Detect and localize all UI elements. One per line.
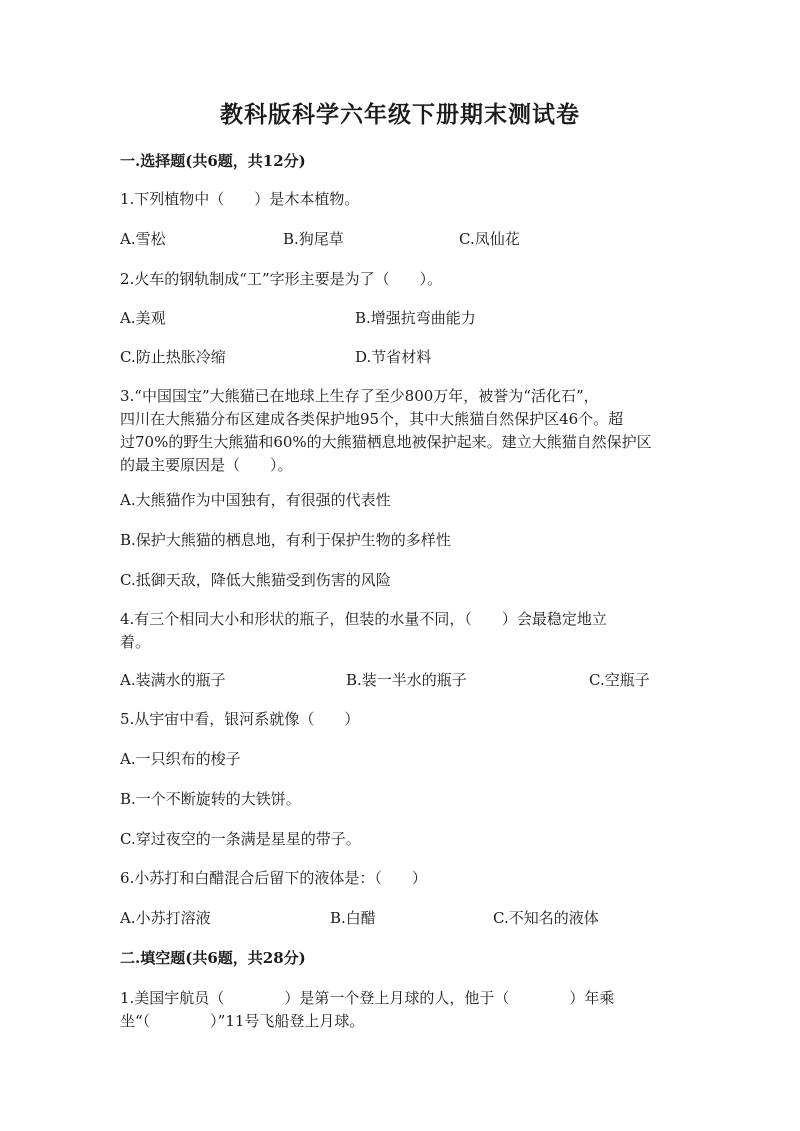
- section-heading-choice: 一.选择题(共6题，共12分): [120, 152, 306, 170]
- question-6-stem: 6.小苏打和白醋混合后留下的液体是：（ ）: [120, 869, 427, 887]
- q6-option-a: A.小苏打溶液: [120, 909, 211, 927]
- question-3-stem-line-1: 3.“中国国宝”大熊猫已在地球上生存了至少800万年，被誉为“活化石”，: [120, 387, 599, 405]
- q4-option-c: C.空瓶子: [589, 671, 650, 689]
- q2-option-b: B.增强抗弯曲能力: [355, 309, 476, 327]
- question-3-stem-line-2: 四川在大熊猫分布区建成各类保护地95个，其中大熊猫自然保护区46个。超: [120, 410, 624, 428]
- question-4-stem-line-2: 着。: [120, 633, 151, 651]
- q5-option-b: B.一个不断旋转的大铁饼。: [120, 790, 301, 808]
- q5-option-c: C.穿过夜空的一条满是星星的带子。: [120, 830, 361, 848]
- fill-question-1-line-1: 1.美国宇航员（ ）是第一个登上月球的人，他于（ ）年乘: [120, 989, 615, 1007]
- question-3-stem-line-3: 过70%的野生大熊猫和60%的大熊猫栖息地被保护起来。建立大熊猫自然保护区: [120, 433, 652, 451]
- question-2-stem: 2.火车的钢轨制成“工”字形主要是为了（ ）。: [120, 270, 443, 288]
- q4-option-b: B.装一半水的瓶子: [346, 671, 467, 689]
- question-5-stem: 5.从宇宙中看，银河系就像（ ）: [120, 710, 360, 728]
- q3-option-c: C.抵御天敌，降低大熊猫受到伤害的风险: [120, 571, 391, 589]
- q1-option-c: C.凤仙花: [459, 230, 520, 248]
- question-1-stem: 1.下列植物中（ ）是木本植物。: [120, 190, 360, 208]
- question-3-stem-line-4: 的最主要原因是（ ）。: [120, 456, 293, 474]
- section-heading-fill: 二.填空题(共6题，共28分): [120, 949, 306, 967]
- q1-option-b: B.狗尾草: [283, 230, 344, 248]
- q6-option-b: B.白醋: [330, 909, 376, 927]
- q2-option-d: D.节省材料: [355, 348, 432, 366]
- fill-question-1-line-2: 坐“（ ）”11号飞船登上月球。: [120, 1012, 365, 1030]
- q2-option-a: A.美观: [120, 309, 166, 327]
- page-title: 教科版科学六年级下册期末测试卷: [220, 101, 580, 128]
- question-4-stem-line-1: 4.有三个相同大小和形状的瓶子，但装的水量不同，（ ）会最稳定地立: [120, 610, 607, 628]
- q3-option-b: B.保护大熊猫的栖息地，有利于保护生物的多样性: [120, 531, 451, 549]
- q2-option-c: C.防止热胀冷缩: [120, 348, 226, 366]
- q5-option-a: A.一只织布的梭子: [120, 750, 241, 768]
- q1-option-a: A.雪松: [120, 230, 166, 248]
- q6-option-c: C.不知名的液体: [493, 909, 599, 927]
- q4-option-a: A.装满水的瓶子: [120, 671, 226, 689]
- q3-option-a: A.大熊猫作为中国独有，有很强的代表性: [120, 491, 391, 509]
